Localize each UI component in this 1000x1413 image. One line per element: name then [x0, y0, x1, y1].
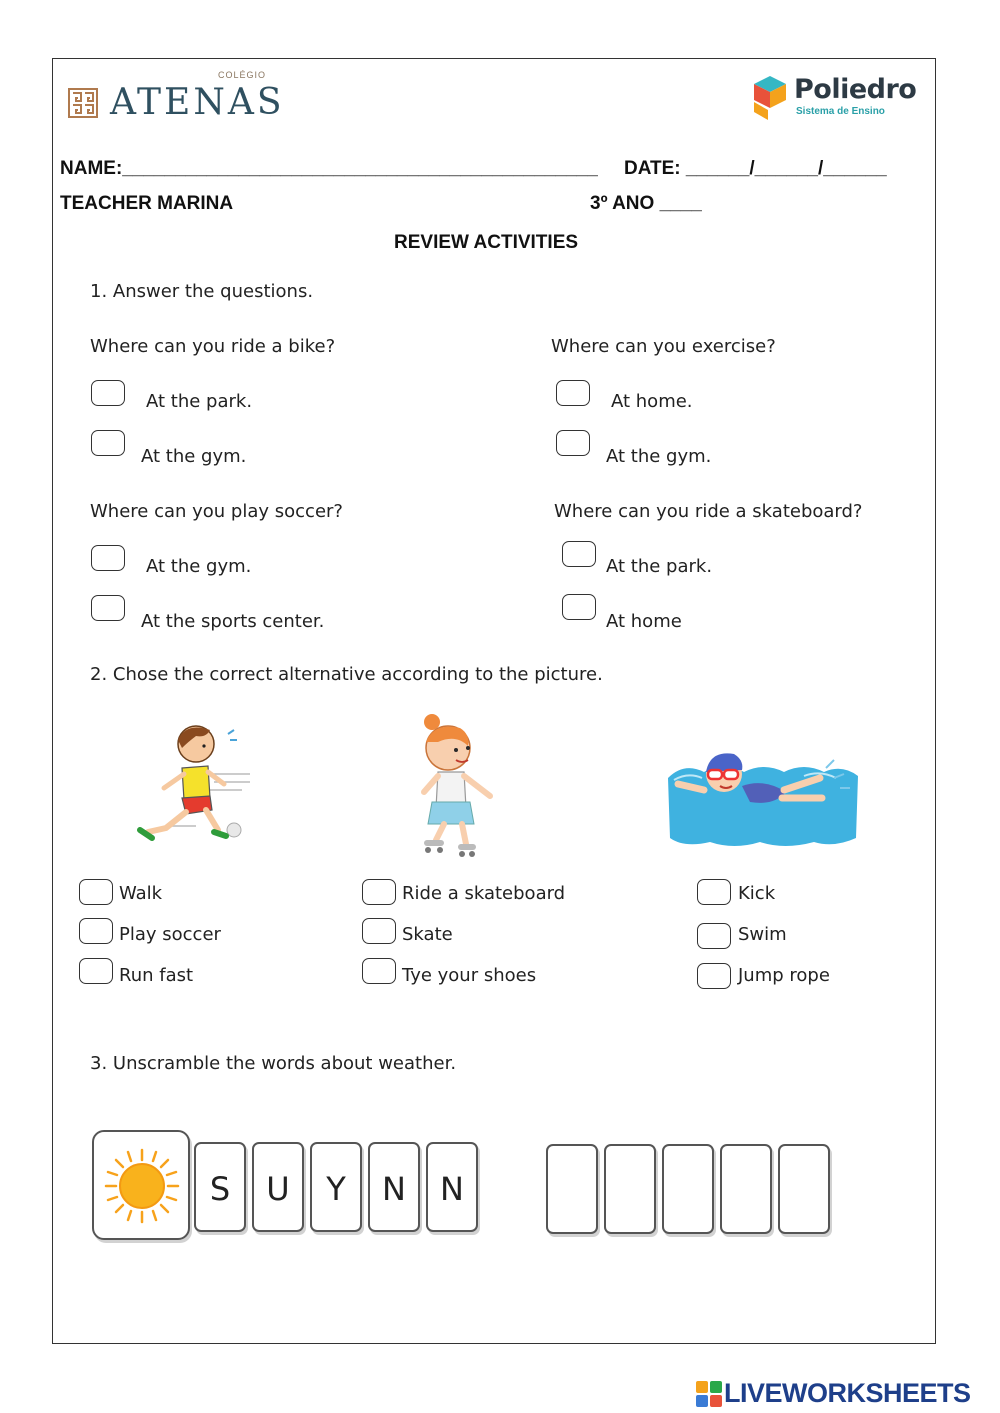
- q2-option1-checkbox[interactable]: [556, 380, 590, 406]
- brand-subtitle: Sistema de Ensino: [796, 106, 885, 117]
- question-2: Where can you exercise?: [551, 336, 776, 357]
- g2-option2-label: Skate: [402, 924, 453, 945]
- liveworksheets-watermark: [696, 1378, 996, 1408]
- q4-option1-label: At the park.: [606, 556, 713, 577]
- g1-option3-checkbox[interactable]: [79, 958, 113, 984]
- g2-option1-label: Ride a skateboard: [402, 883, 566, 904]
- q1-option2-checkbox[interactable]: [91, 430, 125, 456]
- answer-box[interactable]: [662, 1144, 714, 1234]
- letter-tile: N: [368, 1142, 420, 1232]
- question-1: Where can you ride a bike?: [90, 336, 336, 357]
- teacher-label: TEACHER MARINA: [60, 193, 234, 214]
- g3-option2-label: Swim: [738, 924, 787, 945]
- q3-option1-checkbox[interactable]: [91, 545, 125, 571]
- q3-option2-checkbox[interactable]: [91, 595, 125, 621]
- letter-tile: Y: [310, 1142, 362, 1232]
- q4-option1-checkbox[interactable]: [562, 541, 596, 567]
- answer-box[interactable]: [604, 1144, 656, 1234]
- g2-option3-checkbox[interactable]: [362, 958, 396, 984]
- q4-option2-label: At home: [606, 611, 682, 632]
- g2-option1-checkbox[interactable]: [362, 879, 396, 905]
- answer-box[interactable]: [720, 1144, 772, 1234]
- letter-tile: N: [426, 1142, 478, 1232]
- q4-option2-checkbox[interactable]: [562, 594, 596, 620]
- q3-option1-label: At the gym.: [146, 556, 252, 577]
- g3-option1-label: Kick: [738, 883, 776, 904]
- g1-option1-checkbox[interactable]: [79, 879, 113, 905]
- g3-option2-checkbox[interactable]: [697, 923, 731, 949]
- grade-field[interactable]: 3º ANO ____: [590, 193, 702, 214]
- g3-option1-checkbox[interactable]: [697, 879, 731, 905]
- liveworksheets-logo-icon: [696, 1381, 722, 1407]
- q2-option2-label: At the gym.: [606, 446, 712, 467]
- name-field[interactable]: NAME:_____________________________________________: [60, 158, 598, 179]
- school-name: ATENAS: [110, 82, 285, 123]
- q1-option1-label: At the park.: [146, 391, 253, 412]
- q3-option2-label: At the sports center.: [141, 611, 325, 632]
- date-field[interactable]: DATE: ______/______/______: [624, 158, 887, 179]
- running-boy-picture: [130, 718, 260, 850]
- section3-instruction: 3. Unscramble the words about weather.: [90, 1053, 457, 1074]
- school-small-label: COLÉGIO: [218, 70, 267, 80]
- q2-option1-label: At home.: [611, 391, 693, 412]
- g2-option2-checkbox[interactable]: [362, 918, 396, 944]
- g1-option2-checkbox[interactable]: [79, 918, 113, 944]
- answer-box[interactable]: [546, 1144, 598, 1234]
- poliedro-logo: [752, 72, 917, 126]
- atenas-logo: [68, 70, 285, 126]
- g3-option3-checkbox[interactable]: [697, 963, 731, 989]
- sun-picture-tile: [92, 1130, 190, 1240]
- section2-instruction: 2. Chose the correct alternative according to the picture.: [90, 664, 603, 685]
- answer-box[interactable]: [778, 1144, 830, 1234]
- letter-tile: S: [194, 1142, 246, 1232]
- q1-option2-label: At the gym.: [141, 446, 247, 467]
- greek-key-icon: [68, 88, 98, 118]
- g2-option3-label: Tye your shoes: [402, 965, 537, 986]
- question-3: Where can you play soccer?: [90, 501, 343, 522]
- g1-option3-label: Run fast: [119, 965, 194, 986]
- brand-name: Poliedro: [794, 74, 917, 105]
- watermark-text: LIVEWORKSHEETS: [724, 1378, 971, 1408]
- page-title: REVIEW ACTIVITIES: [394, 232, 579, 253]
- section1-instruction: 1. Answer the questions.: [90, 281, 314, 302]
- q1-option1-checkbox[interactable]: [91, 380, 125, 406]
- q2-option2-checkbox[interactable]: [556, 430, 590, 456]
- g3-option3-label: Jump rope: [738, 965, 830, 986]
- swimming-girl-picture: [664, 738, 860, 850]
- cube-logo-icon: [752, 74, 788, 122]
- letter-tile: U: [252, 1142, 304, 1232]
- g1-option1-label: Walk: [119, 883, 163, 904]
- question-4: Where can you ride a skateboard?: [554, 501, 863, 522]
- skating-girl-picture: [408, 712, 508, 860]
- g1-option2-label: Play soccer: [119, 924, 221, 945]
- sun-icon: [102, 1146, 182, 1226]
